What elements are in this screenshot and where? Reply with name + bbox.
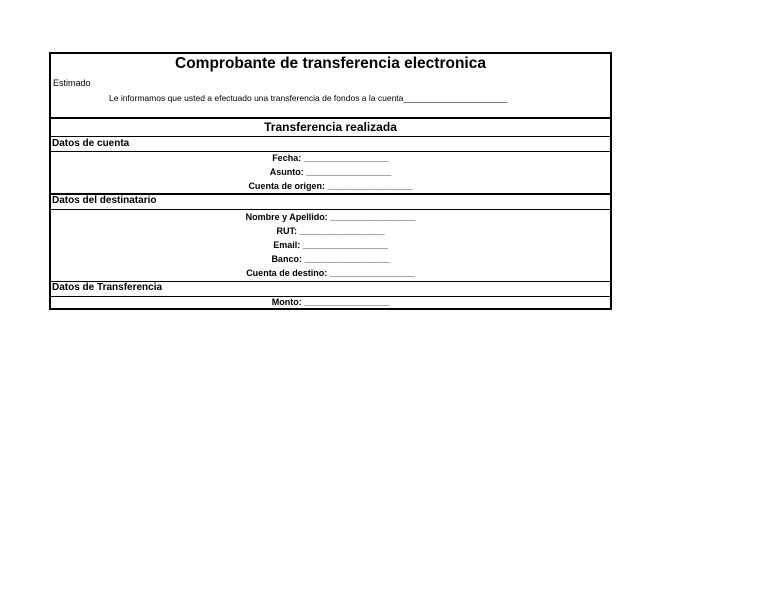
field-banco: Banco: _________________ — [271, 254, 390, 264]
inform-text: Le informamos que usted a efectuado una transferencia de fondos a la cuenta______________________ — [109, 93, 508, 103]
greeting-text: Estimado — [53, 78, 91, 88]
divider — [51, 209, 610, 210]
receipt-title: Comprobante de transferencia electronica — [175, 55, 486, 72]
field-monto: Monto: _________________ — [271, 297, 390, 307]
field-asunto: Asunto: _________________ — [269, 167, 392, 177]
section-heading-recipient: Datos del destinatario — [52, 195, 157, 206]
divider — [51, 151, 610, 152]
field-rut: RUT: _________________ — [276, 226, 385, 236]
section-heading-account: Datos de cuenta — [52, 138, 130, 149]
transfer-receipt-form — [49, 52, 612, 310]
field-cuenta-origen: Cuenta de origen: _________________ — [248, 181, 413, 191]
divider — [51, 136, 610, 137]
field-nombre: Nombre y Apellido: _________________ — [245, 212, 416, 222]
section-heading-transfer: Datos de Transferencia — [52, 282, 163, 293]
field-cuenta-destino: Cuenta de destino: _________________ — [246, 268, 415, 278]
field-fecha: Fecha: _________________ — [272, 153, 389, 163]
divider — [51, 117, 610, 119]
field-email: Email: _________________ — [273, 240, 388, 250]
transfer-done-heading: Transferencia realizada — [264, 120, 397, 134]
